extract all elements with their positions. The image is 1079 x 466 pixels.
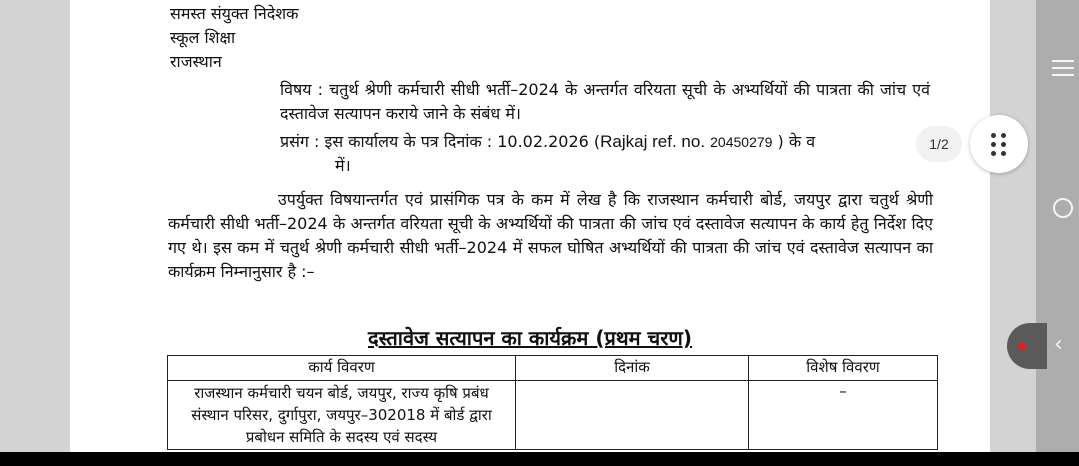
document-page [70, 0, 990, 466]
table-header-row [168, 356, 938, 381]
rajkaj-ref-number: 20450279 [710, 134, 773, 150]
back-chevron-icon[interactable]: ‹ [1054, 332, 1063, 357]
address-line-1: समस्त संयुक्त निदेशक [170, 4, 299, 23]
bottom-black-bar [0, 452, 1079, 466]
reference-prefix: प्रसंग : इस कार्यालय के पत्र दिनांक : 10.02.2026 ( [280, 132, 601, 151]
address-line-3: राजस्थान [170, 52, 222, 71]
reference-line-2: में। [335, 156, 351, 175]
body-text: उपर्युक्त विषयान्तर्गत एवं प्रासंगिक पत्र के कम में लेख है कि राजस्थान कर्मचारी बोर्ड, जयपुर द्वारा चतुर्थ श्रेणी कर्मचारी सीधी भर्ती–2024 के अन्तर्गत वरियता सूची के अभ्यर्थियों की पात्रता की जांच एवं दस्तावेज सत्यापन के कार्य हेतु निर्देश दिए गए थे। इस कम में चतुर्थ श्रेणी कर्मचारी सीधी भर्ती–2024 में सफल घोषित अभ्यर्थियों की पात्रता की जांच एवं दस्तावेज सत्यापन का कार्यक्रम निम्नानुसार है :– [168, 190, 933, 281]
reference-paragraph [280, 130, 935, 178]
table-row [168, 381, 938, 450]
record-indicator-icon [1018, 342, 1026, 350]
screen-record-handle[interactable] [1007, 323, 1047, 369]
body-paragraph [168, 188, 933, 284]
program-title: दस्तावेज सत्यापन का कार्यक्रम (प्रथम चरण) [367, 326, 693, 350]
cell-date [516, 381, 749, 450]
subject-paragraph: विषय : चतुर्थ श्रेणी कर्मचारी सीधी भर्ती–2024 के अन्तर्गत वरियता सूची के अभ्यर्थियों की पात्रता की जांच एवं दस्तावेज सत्यापन कराये जाने के संबंध में। [280, 80, 930, 123]
program-table [167, 355, 938, 450]
menu-icon[interactable] [1052, 60, 1074, 81]
header-work: कार्य विवरण [168, 356, 516, 381]
page-indicator: 1/2 [916, 126, 962, 162]
reference-suffix: ) के व [777, 132, 816, 151]
address-line-2: स्कूल शिक्षा [170, 28, 236, 47]
header-date: दिनांक [516, 356, 749, 381]
rajkaj-ref-label: Rajkaj ref. no. [600, 132, 706, 151]
cell-work: राजस्थान कर्मचारी चयन बोर्ड, जयपुर, राज्य कृषि प्रबंध संस्थान परिसर, दुर्गापुरा, जयपुर–302018 में बोर्ड द्वारा प्रबोधन समिति के सदस्य एवं सदस्य [168, 381, 516, 450]
header-remarks: विशेष विवरण [749, 356, 938, 381]
more-options-button[interactable] [970, 115, 1028, 173]
cell-remarks: – [749, 381, 938, 450]
home-icon[interactable] [1053, 198, 1073, 218]
